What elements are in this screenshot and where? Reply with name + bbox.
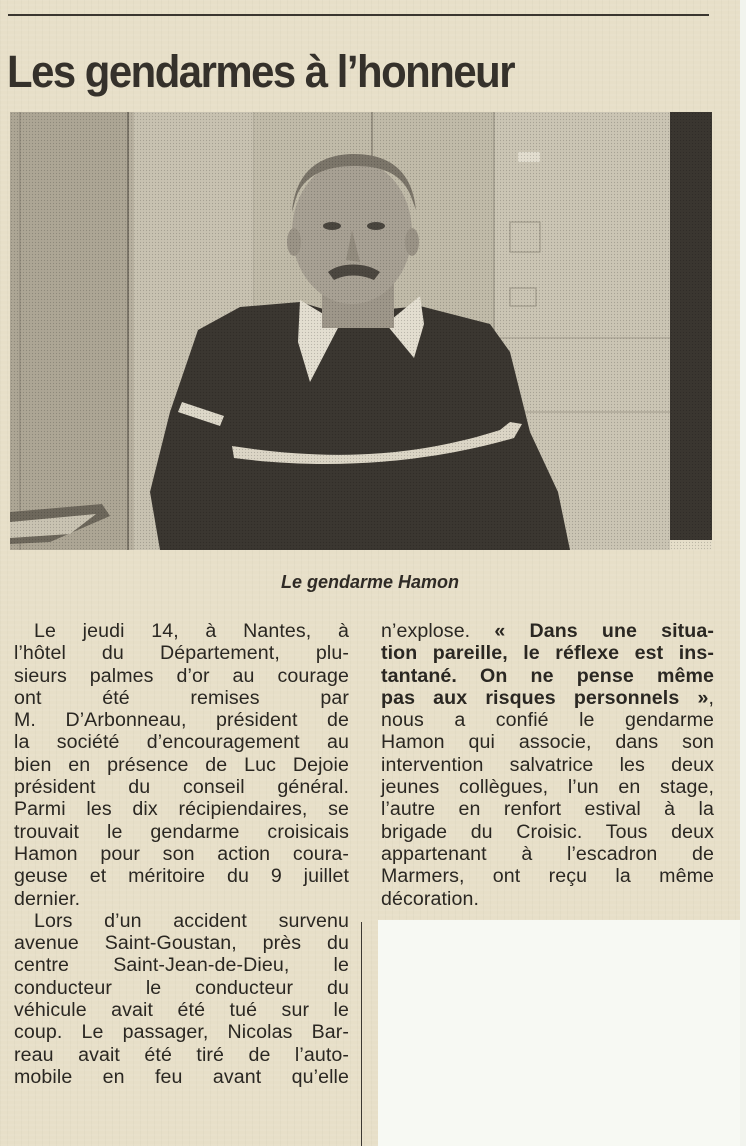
body-line: Hamon pour son action coura- [14,842,349,865]
body-line: coup. Le passager, Nicolas Bar- [14,1021,349,1044]
article-column-left [14,620,349,1088]
body-line: avenue Saint-Goustan, près du [14,932,349,955]
body-line: dernier. [14,887,81,910]
body-line: centre Saint-Jean-de-Dieu, le [14,954,349,977]
blank-area [378,920,740,1146]
gendarme-portrait-image [10,112,712,550]
article-column-right [381,620,714,910]
page-edge [740,0,746,1146]
quote-line: tantané. On ne pense même [381,664,714,687]
body-line: bien en présence de Luc Dejoie [14,753,349,776]
body-line: Lors d’un accident survenu [34,909,349,932]
body-line: brigade du Croisic. Tous deux [381,820,714,843]
body-line: l’autre en renfort estival à la [381,798,714,821]
body-line: président du conseil général. [14,776,349,799]
body-text: n’explose. [381,620,495,642]
article-photo [10,112,712,550]
body-line: appartenant à l’escadron de [381,842,714,865]
body-text: , [708,686,714,709]
body-line: nous a confié le gendarme [381,709,714,732]
body-line: trouvait le gendarme croisicais [14,820,349,843]
body-line: jeunes collègues, l’un en stage, [381,776,714,799]
body-line: la société d’encouragement au [14,731,349,754]
body-line: décoration. [381,887,480,910]
top-rule-divider [8,14,709,16]
body-line: M. D’Arbonneau, président de [14,709,349,732]
photo-caption: Le gendarme Hamon [280,572,460,592]
body-line [381,687,714,709]
body-line [381,620,714,642]
quote-line: tion pareille, le réflexe est ins- [381,642,714,665]
body-line: Le jeudi 14, à Nantes, à [34,620,349,642]
body-line: Parmi les dix récipiendaires, se [14,798,349,821]
body-line: intervention salvatrice les deux [381,753,714,776]
column-divider [361,922,362,1146]
quote-text: « Dans une situa- [494,620,714,642]
body-line: véhicule avait été tué sur le [14,999,349,1022]
headline: Les gendarmes à l’honneur [7,46,514,97]
body-line: Marmers, ont reçu la même [381,865,714,888]
body-line: conducteur le conducteur du [14,976,349,999]
body-line: ont été remises par [14,686,349,709]
body-line: reau avait été tiré de l’auto- [14,1043,349,1066]
quote-text: pas aux risques personnels » [381,686,709,709]
body-line: sieurs palmes d’or au courage [14,664,349,687]
body-line: l’hôtel du Département, plu- [14,642,349,665]
body-line: geuse et méritoire du 9 juillet [14,865,349,888]
body-line: mobile en feu avant qu’elle [14,1065,349,1088]
body-line: Hamon qui associe, dans son [381,731,714,754]
